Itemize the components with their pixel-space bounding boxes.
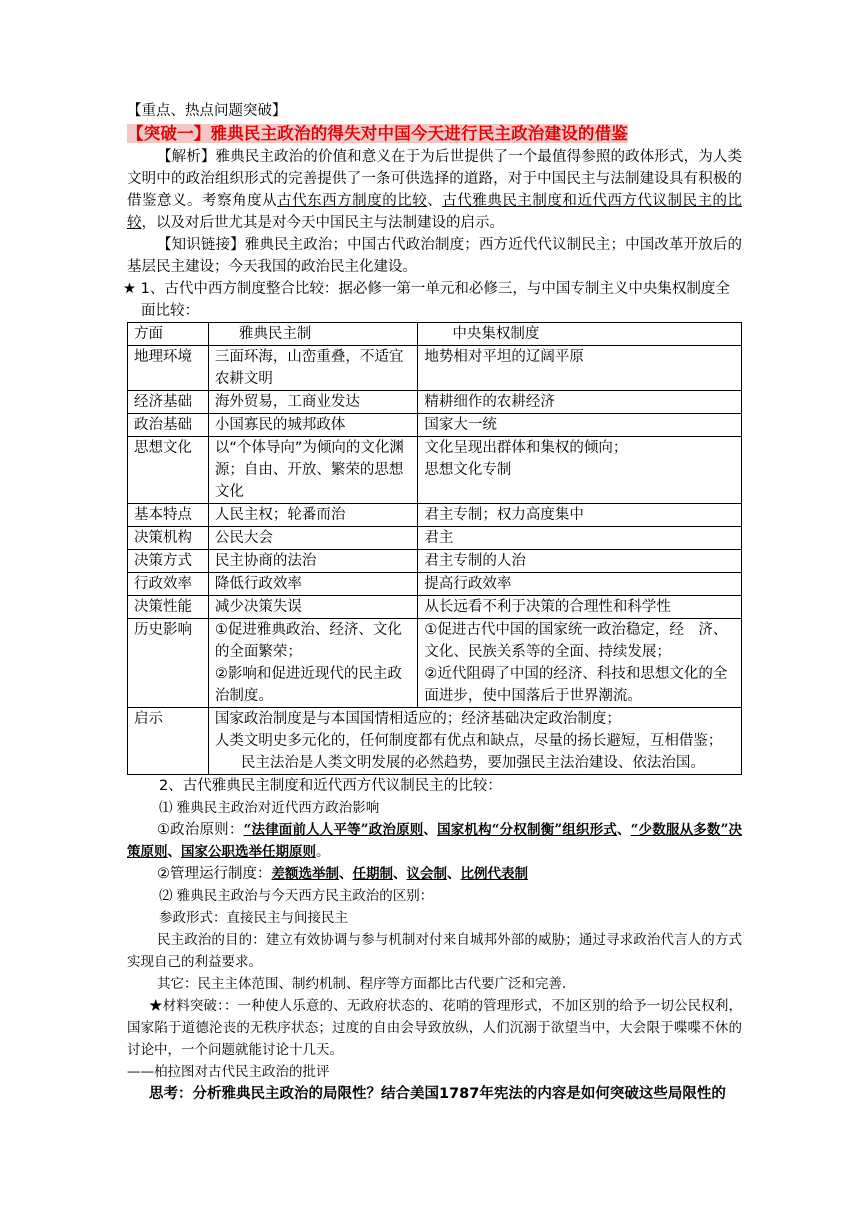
table-cell: 公民大会	[208, 527, 418, 550]
principle-sep: 、	[423, 822, 438, 838]
sub1-heading: ⑴ 雅典民主政治对近代西方政治影响	[159, 800, 380, 816]
table-cell: 决策性能	[128, 596, 209, 619]
table-cell: 精耕细作的农耕经济	[418, 391, 742, 414]
table-cell: 小国寡民的城邦政体	[208, 414, 418, 437]
purpose-paragraph: 民主政治的目的：建立有效协调与参与机制对付来自城邦外部的威胁；通过寻求政治代言人的方式实现自己的利益要求。	[127, 932, 742, 970]
material-paragraph: ★材料突破：：一种使人乐意的、无政府状态的、花哨的管理形式，不加区别的给予一切公民权利，国家陷于道德沦丧的无秩序状态；过度的自由会导致放纵，人们沉溺于欲望当中，大会限于喋喋不休的讨论中，一个问题就能讨论十几天。	[127, 998, 742, 1058]
table-cell: 思想文化	[128, 437, 209, 504]
table-row	[128, 527, 742, 550]
analysis-text: 雅典民主政治的价值和意义在于为后世提供了一个最值得参照的政体形式，为人类文明中的政治组织形式的完善提供了一条可供选择的道路，对于中国民主与法制建设具有积极的借鉴意义。考察角度从	[127, 149, 742, 209]
management-sep: 、	[447, 866, 461, 882]
sub2-heading: ⑵ 雅典民主政治与今天西方民主政治的区别：	[159, 888, 434, 904]
participation-line: 参政形式：直接民主与间接民主	[159, 910, 348, 926]
table-cell: 人民主权；轮番而治	[208, 504, 418, 527]
table-cell: 海外贸易，工商业发达	[208, 391, 418, 414]
analysis-text-2: ，以及对后世尤其是对今天中国民主与法制建设的启示	[141, 215, 490, 231]
table-row	[128, 414, 742, 437]
principle-paragraph	[127, 819, 742, 863]
others-paragraph: 其它：民主主体范围、制约机制、程序等方面都比古代要广泛和完善.	[157, 976, 567, 992]
thinking-paragraph: 思考：分析雅典民主政治的局限性？结合美国1787年宪法的内容是如何突破这些局限性的	[149, 1086, 726, 1102]
management-label: ②管理运行制度：	[157, 866, 272, 882]
inspiration-line: 国家政治制度是与本国国情相适应的；经济基础决定政治制度；	[214, 711, 621, 727]
table-cell: 文化呈现出群体和集权的倾向； 思想文化专制	[418, 437, 742, 504]
table-cell: 以“个体导向”为倾向的文化渊源；自由、开放、繁荣的思想文化	[208, 437, 418, 504]
principle-label: ①政治原则：	[157, 822, 244, 838]
table-row	[128, 437, 742, 504]
comparison-table	[127, 322, 742, 775]
table-cell: 政治基础	[128, 414, 209, 437]
table-cell: ①促进古代中国的国家统一政治稳定，经 济、文化、民族关系等的全面、持续发展； ②近代阻碍了中国的经济、科技和思想文化的全面进步，使中国落后于世界潮流。	[418, 619, 742, 708]
principle-sep: 、	[616, 822, 631, 838]
table-cell: 经济基础	[128, 391, 209, 414]
table-cell: 地势相对平坦的辽阔平原	[418, 346, 742, 391]
inspiration-cell	[208, 708, 741, 775]
table-row	[128, 346, 742, 391]
table-cell: 启示	[128, 708, 209, 775]
principle-item: “法律面前人人平等”政治原则	[243, 822, 424, 838]
table-cell: 民主协商的法治	[208, 550, 418, 573]
table-row	[128, 619, 742, 708]
table-header-row	[128, 323, 742, 346]
table-cell: 三面环海，山峦重叠，不适宜农耕文明	[208, 346, 418, 391]
principle-end: 。	[316, 844, 330, 860]
management-item: 比例代表制	[460, 866, 528, 882]
management-sep: 、	[339, 866, 353, 882]
management-item: 任期制	[352, 866, 393, 882]
inspiration-line: 人类文明史多元化的，任何制度都有优点和缺点，尽量的扬长避短，互相借鉴；	[214, 733, 723, 749]
table-row	[128, 573, 742, 596]
table-cell: 行政效率	[128, 573, 209, 596]
management-sep: 、	[393, 866, 407, 882]
inspiration-line: 民主法治是人类文明发展的必然趋势，要加强民主法治建设、依法治国。	[240, 755, 705, 771]
knowledge-text: 雅典民主政治；中国古代政治制度；西方近代代议制民主；中国改革开放后的基层民主建设；今天我国的政治民主化建设。	[127, 237, 743, 275]
table-row	[128, 391, 742, 414]
analysis-underline-2: 古代雅典民主制度和近代西方代议制民主的比较	[127, 193, 743, 231]
management-item: 差额选举制	[271, 866, 339, 882]
table-header: 中央集权制度	[418, 323, 742, 346]
document-body	[123, 100, 743, 1105]
table-cell: 君主	[418, 527, 742, 550]
principle-item: 国家机构“分权制衡”组织形式	[437, 822, 617, 838]
breakthrough-title	[127, 122, 742, 146]
table-cell: 国家大一统	[418, 414, 742, 437]
management-item: 议会制	[406, 866, 447, 882]
knowledge-label: 【知识链接】	[157, 237, 245, 253]
table-row	[128, 550, 742, 573]
analysis-end: 。	[489, 215, 504, 231]
analysis-label: 【解析】	[157, 149, 216, 165]
table-cell: 君主专制；权力高度集中	[418, 504, 742, 527]
item1-paragraph: ★ 1、古代中西方制度整合比较：据必修一第一单元和必修三，与中国专制主义中央集权制度全面比较：	[123, 281, 730, 319]
table-cell: 基本特点	[128, 504, 209, 527]
table-cell: 减少决策失误	[208, 596, 418, 619]
table-cell: 提高行政效率	[418, 573, 742, 596]
management-paragraph	[127, 863, 742, 885]
principle-item: “少数服从多数”决策原则	[127, 822, 743, 860]
table-header: 方面	[128, 323, 209, 346]
table-header: 雅典民主制	[208, 323, 418, 346]
table-cell: ①促进雅典政治、经济、文化的全面繁荣； ②影响和促进近现代的民主政治制度。	[208, 619, 418, 708]
item2-paragraph: 2、古代雅典民主制度和近代西方代议制民主的比较：	[159, 778, 502, 794]
table-cell: 君主专制的人治	[418, 550, 742, 573]
analysis-underline-1: 古代东西方制度的比较	[277, 193, 428, 209]
table-cell: 决策机构	[128, 527, 209, 550]
table-row	[128, 504, 742, 527]
breakthrough-title-text: 【突破一】雅典民主政治的得失对中国今天进行民主政治建设的借鉴	[127, 124, 628, 143]
table-cell: 从长远看不利于决策的合理性和科学性	[418, 596, 742, 619]
principle-item: 国家公职选举任期原则	[181, 844, 316, 860]
table-row-inspiration	[128, 708, 742, 775]
section-title: 【重点、热点问题突破】	[127, 103, 287, 119]
material-source: ——柏拉图对古代民主政治的批评	[127, 1064, 330, 1080]
principle-sep: 、	[167, 844, 181, 860]
table-row	[128, 596, 742, 619]
table-cell: 降低行政效率	[208, 573, 418, 596]
analysis-sep: 、	[427, 193, 443, 209]
table-cell: 决策方式	[128, 550, 209, 573]
analysis-paragraph	[127, 146, 742, 234]
table-cell: 地理环境	[128, 346, 209, 391]
knowledge-paragraph	[127, 234, 742, 278]
table-cell: 历史影响	[128, 619, 209, 708]
